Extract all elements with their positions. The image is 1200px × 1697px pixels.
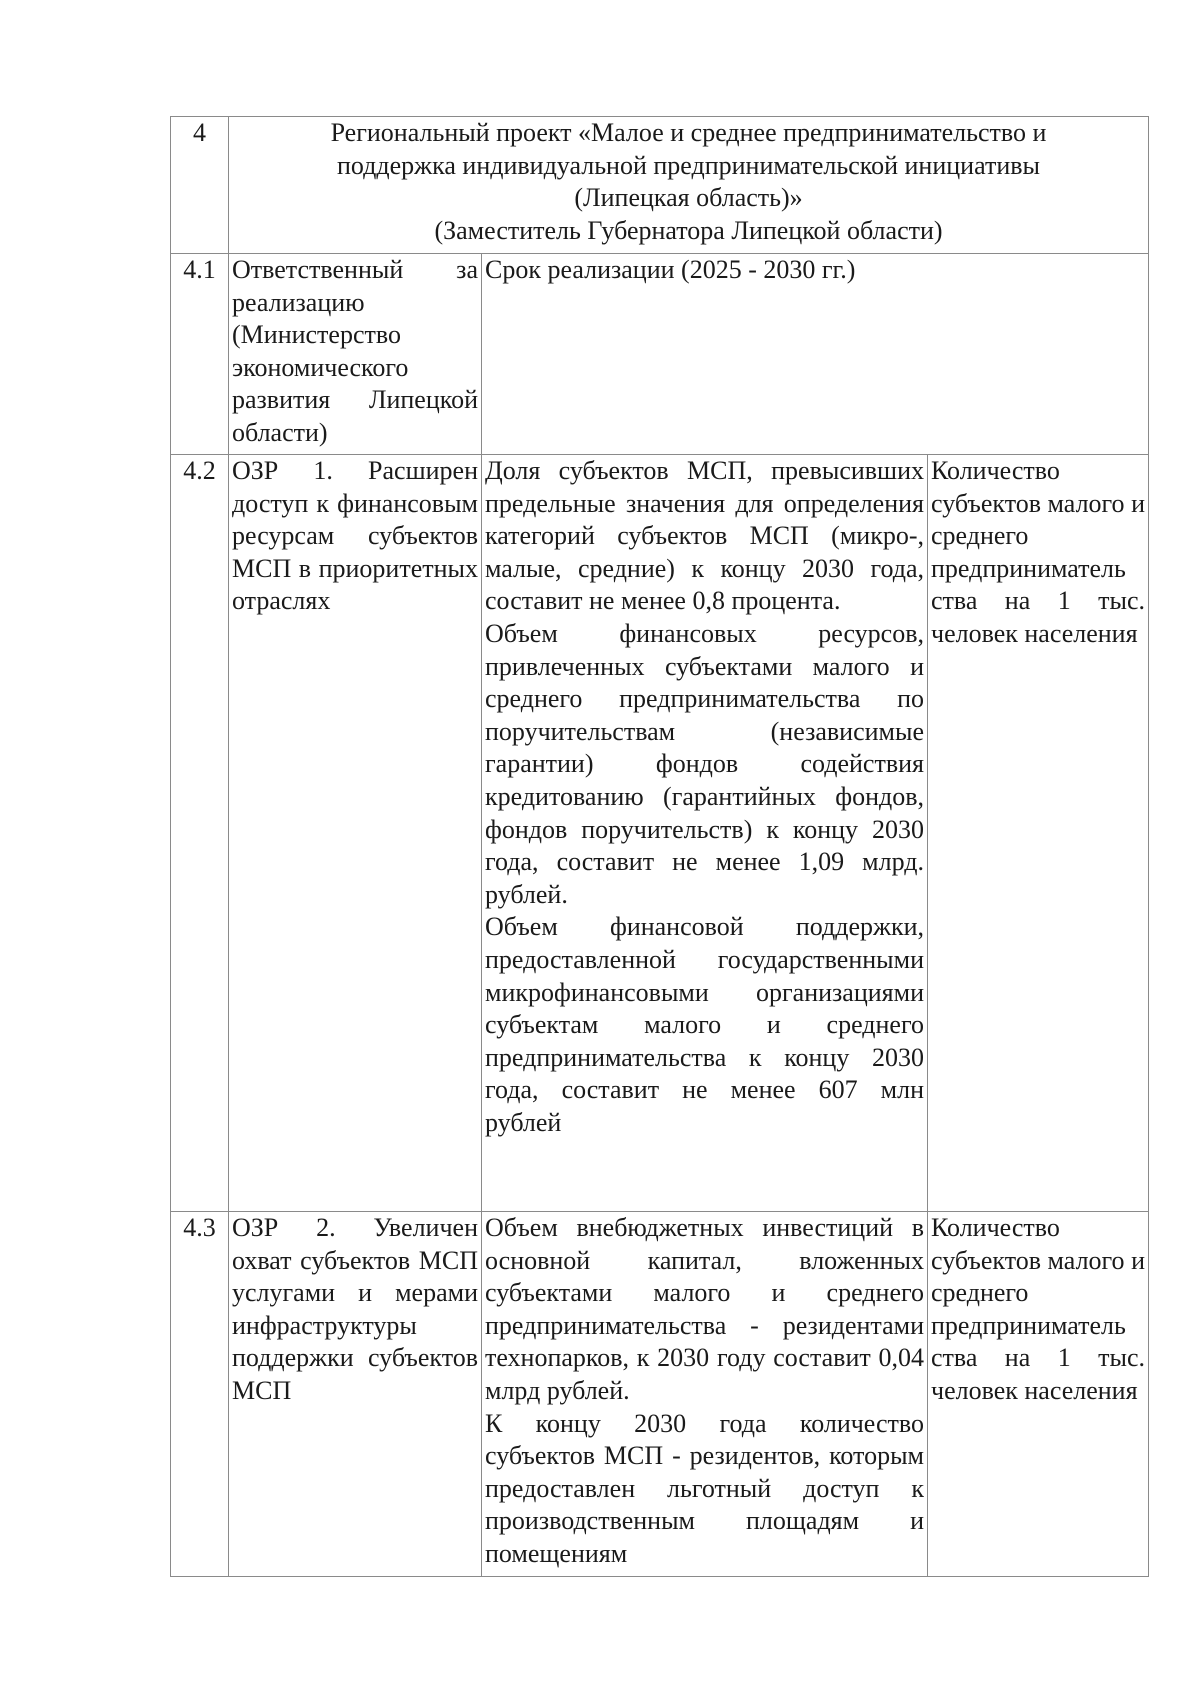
regional-project-table [170,116,1149,1577]
results-cell [482,1212,928,1577]
row-number: 4 [171,117,229,254]
goal-cell: ОЗР 1. Расширен доступ к финансовым ресурсам субъектов МСП в приоритетных отраслях [229,455,482,1212]
project-title-cell [229,117,1149,254]
table-row-4-3 [171,1212,1149,1577]
result-item: Доля субъектов МСП, превысивших предельные значения для определения категорий субъектов МСП (микро-, малые, средние) к концу 2030 года, составит не менее 0,8 процента. [485,456,924,616]
result-item: К концу 2030 года количество субъектов МСП - резидентов, которым предоставлен льготный доступ к производственным площадям и помещениям [485,1408,924,1568]
project-title-line: (Липецкая область)» [574,183,803,213]
table-row-4-2 [171,455,1149,1212]
project-title-line: Региональный проект «Малое и среднее предпринимательство и [330,118,1047,147]
row-number: 4.3 [171,1212,229,1577]
implementation-period: Срок реализации (2025 - 2030 гг.) [482,254,1149,455]
result-item: Объем финансовой поддержки, предоставленной государственными микрофинансовыми организациями субъектам малого и среднего предпринимательства к концу 2030 года, составит не менее 607 млн рублей [485,912,924,1137]
indicator-cell: Количество субъектов малого и среднего предприниматель ства на 1 тыс. человек населения [928,1212,1149,1577]
table-row-4 [171,117,1149,254]
indicator-cell: Количество субъектов малого и среднего предприниматель ства на 1 тыс. человек населения [928,455,1149,1212]
row-number: 4.1 [171,254,229,455]
result-item: Объем финансовых ресурсов, привлеченных субъектами малого и среднего предпринимательства по поручительствам (независимые гарантии) фондов содействия кредитованию (гарантийных фондов, фондов поручительств) к концу 2030 года, составит не менее 1,09 млрд. рублей. [485,618,924,909]
row-number: 4.2 [171,455,229,1212]
responsible-cell: Ответственный за реализацию (Министерство экономического развития Липецкой области) [229,254,482,455]
table-row-4-1 [171,254,1149,455]
results-clip [485,1212,924,1572]
goal-cell: ОЗР 2. Увеличен охват субъектов МСП услугами и мерами инфраструктуры поддержки субъектов МСП [229,1212,482,1577]
results-cell [482,455,928,1212]
project-curator: (Заместитель Губернатора Липецкой области) [434,215,943,245]
project-title-line: поддержка индивидуальной предпринимательской инициативы [337,150,1040,180]
result-item: Объем внебюджетных инвестиций в основной капитал, вложенных субъектами малого и среднего предпринимательства - резидентами технопарков, к 2030 году составит 0,04 млрд рублей. [485,1213,924,1405]
